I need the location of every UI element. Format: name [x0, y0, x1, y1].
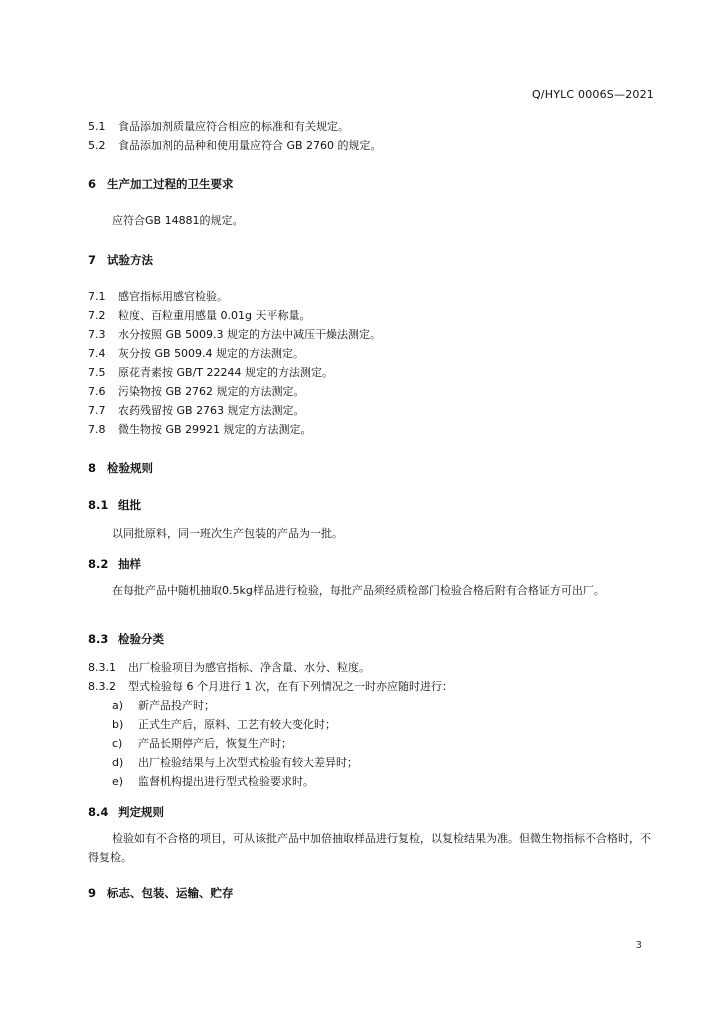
clause-7-3	[88, 328, 381, 342]
list-item-label: b)	[112, 718, 124, 731]
clause-text: 食品添加剂质量应符合相应的标准和有关规定。	[118, 120, 349, 133]
subsection-title: 检验分类	[118, 632, 164, 646]
list-item	[112, 775, 314, 789]
subsection-8-2-heading	[88, 557, 141, 571]
clause-7-5	[88, 366, 333, 380]
clause-8-3-1	[88, 661, 370, 675]
list-item-text: 正式生产后，原料、工艺有较大变化时；	[138, 718, 336, 731]
section-title: 检验规则	[107, 461, 153, 475]
section-number: 9	[88, 886, 97, 900]
clause-text: 灰分按 GB 5009.4 规定的方法测定。	[118, 347, 305, 360]
clause-text: 农药残留按 GB 2763 规定方法测定。	[118, 404, 305, 417]
section-number: 8	[88, 461, 97, 475]
list-item	[112, 718, 336, 732]
subsection-8-4-heading	[88, 805, 164, 819]
subsection-8-3-heading	[88, 632, 164, 646]
list-item-text: 监督机构提出进行型式检验要求时。	[138, 775, 314, 788]
section-title: 试验方法	[107, 253, 153, 267]
section-6-heading	[88, 177, 234, 191]
subsection-title: 判定规则	[118, 805, 164, 819]
section-number: 6	[88, 177, 97, 191]
clause-7-8	[88, 423, 312, 437]
clause-number: 7.6	[88, 385, 106, 398]
section-title: 标志、包装、运输、贮存	[107, 886, 234, 900]
subsection-8-1-text: 以同批原料，同一班次生产包装的产品为一批。	[112, 527, 343, 540]
clause-number: 7.8	[88, 423, 106, 436]
list-item-text: 产品长期停产后，恢复生产时；	[138, 737, 292, 750]
clause-7-4	[88, 347, 304, 361]
clause-text: 出厂检验项目为感官指标、净含量、水分、粒度。	[128, 661, 370, 674]
list-item-label: c)	[112, 737, 123, 750]
clause-number: 7.2	[88, 309, 106, 322]
document-code: Q/HYLC 0006S—2021	[531, 88, 654, 101]
list-item-label: a)	[112, 699, 124, 712]
clause-7-1	[88, 290, 228, 304]
clause-7-2	[88, 309, 310, 323]
clause-text: 型式检验每 6 个月进行 1 次，在有下列情况之一时亦应随时进行：	[128, 680, 453, 693]
subsection-number: 8.4	[88, 805, 109, 819]
clause-8-3-2	[88, 680, 453, 694]
list-item-text: 出厂检验结果与上次型式检验有较大差异时；	[138, 756, 358, 769]
clause-text: 污染物按 GB 2762 规定的方法测定。	[118, 385, 305, 398]
section-title: 生产加工过程的卫生要求	[107, 177, 234, 191]
subsection-8-2-text: 在每批产品中随机抽取0.5kg样品进行检验，每批产品须经质检部门检验合格后附有合格证方可出厂。	[112, 584, 605, 597]
subsection-number: 8.2	[88, 557, 109, 571]
subsection-title: 抽样	[118, 557, 141, 571]
clause-number: 5.2	[88, 139, 106, 152]
subsection-number: 8.1	[88, 498, 109, 512]
section-number: 7	[88, 253, 97, 267]
section-7-heading	[88, 253, 153, 267]
clause-text: 食品添加剂的品种和使用量应符合 GB 2760 的规定。	[118, 139, 382, 152]
clause-7-6	[88, 385, 305, 399]
clause-number: 8.3.1	[88, 661, 116, 674]
subsection-8-4-text: 检验如有不合格的项目，可从该批产品中加倍抽取样品进行复检，以复检结果为准。但微生物指标不合格时，不得复检。	[88, 832, 651, 864]
list-item-label: d)	[112, 756, 124, 769]
section-6-text: 应符合GB 14881的规定。	[112, 214, 244, 227]
clause-7-7	[88, 404, 305, 418]
clause-5-2	[88, 139, 382, 153]
section-8-heading	[88, 461, 153, 475]
subsection-number: 8.3	[88, 632, 109, 646]
page-number: 3	[635, 940, 642, 951]
clause-number: 7.5	[88, 366, 106, 379]
clause-text: 粒度、百粒重用感量 0.01g 天平称量。	[118, 309, 311, 322]
subsection-title: 组批	[118, 498, 141, 512]
clause-number: 7.4	[88, 347, 106, 360]
clause-text: 感官指标用感官检验。	[118, 290, 228, 303]
list-item-label: e)	[112, 775, 124, 788]
list-item	[112, 756, 358, 770]
clause-text: 原花青素按 GB/T 22244 规定的方法测定。	[118, 366, 333, 379]
clause-number: 5.1	[88, 120, 106, 133]
clause-number: 7.7	[88, 404, 106, 417]
clause-text: 水分按照 GB 5009.3 规定的方法中减压干燥法测定。	[118, 328, 382, 341]
clause-5-1	[88, 120, 349, 134]
section-9-heading	[88, 886, 234, 900]
list-item	[112, 699, 215, 713]
list-item	[112, 737, 292, 751]
clause-number: 7.1	[88, 290, 106, 303]
list-item-text: 新产品投产时；	[138, 699, 215, 712]
clause-number: 7.3	[88, 328, 106, 341]
clause-number: 8.3.2	[88, 680, 116, 693]
subsection-8-1-heading	[88, 498, 141, 512]
clause-text: 微生物按 GB 29921 规定的方法测定。	[118, 423, 312, 436]
